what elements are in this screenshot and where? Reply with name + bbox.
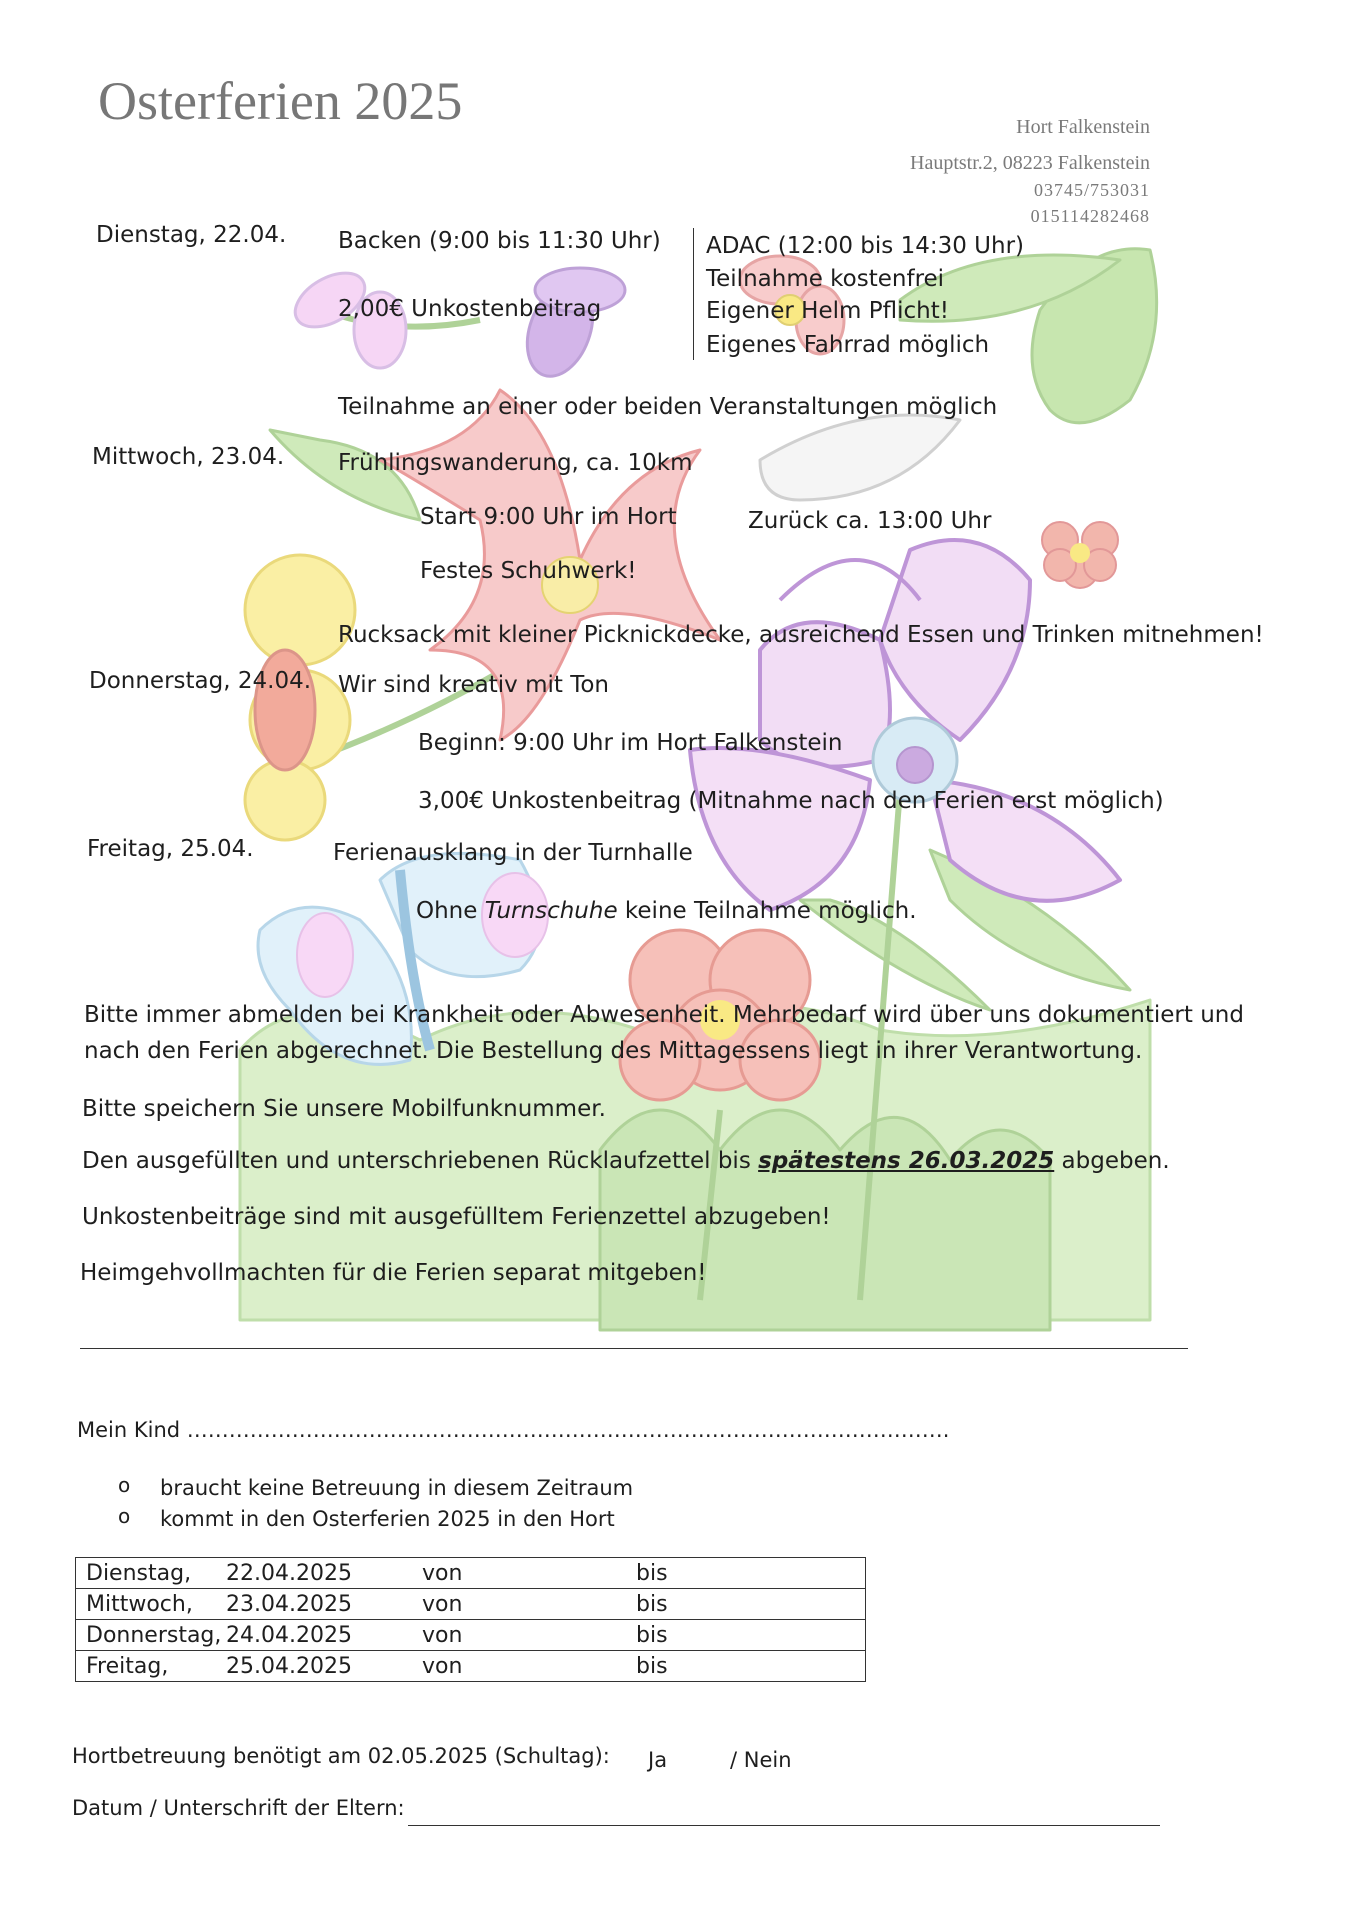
page-title: Osterferien 2025	[98, 71, 463, 131]
note-absence-2: nach den Ferien abgerechnet. Die Bestellung des Mittagessens liegt in ihrer Verantwortung.	[84, 1038, 1143, 1064]
tuesday-baking-fee: 2,00€ Unkostenbeitrag	[338, 296, 602, 322]
purple-flower-icon	[690, 540, 1120, 910]
to-time-field[interactable]: bis	[636, 1558, 866, 1589]
table-row: Dienstag, 22.04.2025 von bis	[76, 1558, 866, 1589]
org-phone: 03745/753031	[1033, 180, 1150, 200]
note-deadline: Den ausgefüllten und unterschriebenen Rücklaufzettel bis spätestens 26.03.2025 abgeben.	[82, 1148, 1170, 1174]
org-name: Hort Falkenstein	[1016, 116, 1150, 138]
option-2-radio[interactable]: o	[118, 1504, 131, 1528]
day-wednesday: Mittwoch, 23.04.	[92, 444, 285, 470]
to-time-field[interactable]: bis	[636, 1651, 866, 1682]
friday-title: Ferienausklang in der Turnhalle	[333, 840, 693, 866]
to-time-field[interactable]: bis	[636, 1620, 866, 1651]
to-time-field[interactable]: bis	[636, 1589, 866, 1620]
table-row: Mittwoch, 23.04.2025 von bis	[76, 1589, 866, 1620]
care-no-option[interactable]: / Nein	[730, 1748, 792, 1772]
friday-note-emphasis: Turnschuhe	[484, 898, 618, 924]
from-time-field[interactable]: von	[422, 1651, 636, 1682]
adac-line-3: Eigenes Fahrrad möglich	[706, 332, 990, 358]
care-question: Hortbetreuung benötigt am 02.05.2025 (Schultag):	[72, 1744, 610, 1768]
from-time-field[interactable]: von	[422, 1589, 636, 1620]
wednesday-backpack: Rucksack mit kleiner Picknickdecke, ausreichend Essen und Trinken mitnehmen!	[338, 622, 1264, 648]
wednesday-start: Start 9:00 Uhr im Hort	[420, 504, 677, 530]
adac-line-2: Eigener Helm Pflicht!	[706, 298, 949, 324]
org-address: Hauptstr.2, 08223 Falkenstein	[910, 152, 1150, 174]
cut-line	[80, 1348, 1188, 1349]
option-1-radio[interactable]: o	[118, 1473, 131, 1497]
note-permissions: Heimgehvollmachten für die Ferien separat mitgeben!	[80, 1260, 707, 1286]
wednesday-shoes: Festes Schuhwerk!	[420, 558, 637, 584]
friday-note: Ohne Turnschuhe keine Teilnahme möglich.	[416, 898, 917, 924]
from-time-field[interactable]: von	[422, 1620, 636, 1651]
adac-divider	[693, 228, 694, 360]
tuesday-note: Teilnahme an einer oder beiden Veranstaltungen möglich	[338, 394, 998, 420]
day-thursday: Donnerstag, 24.04.	[89, 668, 312, 694]
option-1-label: braucht keine Betreuung in diesem Zeitraum	[160, 1476, 634, 1500]
option-2-label: kommt in den Osterferien 2025 in den Hort	[160, 1507, 615, 1531]
from-time-field[interactable]: von	[422, 1558, 636, 1589]
care-yes-option[interactable]: Ja	[648, 1748, 668, 1772]
thursday-title: Wir sind kreativ mit Ton	[338, 672, 610, 698]
day-tuesday: Dienstag, 22.04.	[96, 222, 287, 248]
day-friday: Freitag, 25.04.	[87, 836, 254, 862]
signature-line[interactable]	[408, 1825, 1160, 1826]
table-row: Freitag, 25.04.2025 von bis	[76, 1651, 866, 1682]
table-row: Donnerstag, 24.04.2025 von bis	[76, 1620, 866, 1651]
note-fees: Unkostenbeiträge sind mit ausgefülltem Ferienzettel abzugeben!	[82, 1204, 831, 1230]
tuesday-adac: ADAC (12:00 bis 14:30 Uhr)	[706, 233, 1025, 259]
signature-label: Datum / Unterschrift der Eltern:	[72, 1796, 405, 1820]
thursday-start: Beginn: 9:00 Uhr im Hort Falkenstein	[418, 730, 843, 756]
note-mobile: Bitte speichern Sie unsere Mobilfunknummer.	[82, 1096, 606, 1122]
form-child-name[interactable]: Mein Kind ……………………………………………………………………………………………….	[77, 1418, 950, 1442]
org-mobile: 015114282468	[1030, 206, 1150, 226]
schedule-table	[75, 1557, 866, 1682]
wednesday-back: Zurück ca. 13:00 Uhr	[748, 508, 992, 534]
wednesday-title: Frühlingswanderung, ca. 10km	[338, 450, 693, 476]
deadline-date: spätestens 26.03.2025	[758, 1148, 1055, 1174]
note-absence-1: Bitte immer abmelden bei Krankheit oder Abwesenheit. Mehrbedarf wird über uns dokumentiert und	[84, 1002, 1244, 1028]
small-red-flower-icon	[1042, 522, 1118, 588]
tuesday-baking: Backen (9:00 bis 11:30 Uhr)	[338, 228, 661, 254]
thursday-fee: 3,00€ Unkostenbeitrag (Mitnahme nach den Ferien erst möglich)	[418, 788, 1164, 814]
adac-line-1: Teilnahme kostenfrei	[706, 266, 945, 292]
